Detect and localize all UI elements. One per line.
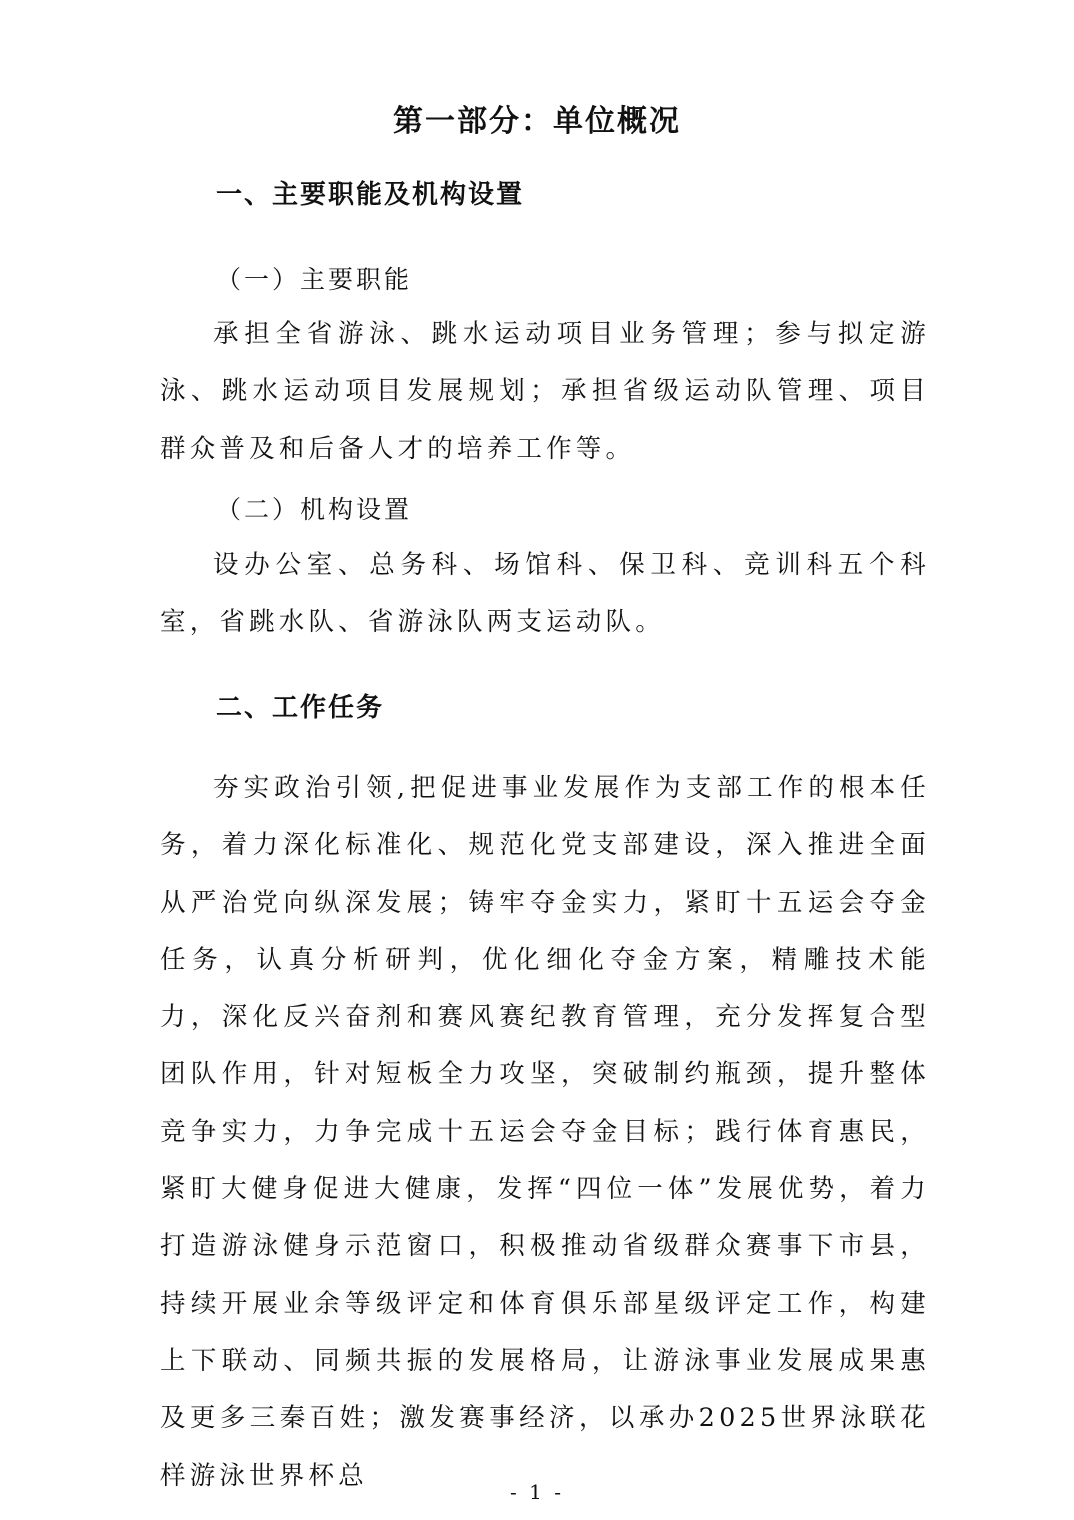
- subsection-heading-organization: （二）机构设置: [216, 495, 413, 524]
- paragraph-tasks: 夯实政治引领,把促进事业发展作为支部工作的根本任务，着力深化标准化、规范化党支部建设，深入推进全面从严治党向纵深发展；铸牢夺金实力，紧盯十五运会夺金任务，认真分析研判，优化细化夺金方案，精雕技术能力，深化反兴奋剂和赛风赛纪教育管理，充分发挥复合型团队作用，针对短板全力攻坚，突破制约瓶颈，提升整体竞争实力，力争完成十五运会夺金目标；践行体育惠民，紧盯大健身促进大健康，发挥“四位一体”发展优势，着力打造游泳健身示范窗口，积极推动省级群众赛事下市县，持续开展业余等级评定和体育俱乐部星级评定工作，构建上下联动、同频共振的发展格局，让游泳事业发展成果惠及更多三秦百姓；激发赛事经济，以承办2025世界泳联花样游泳世界杯总: [160, 773, 930, 1491]
- subsection-heading-main-functions: （一）主要职能: [216, 265, 413, 294]
- page-title: 第一部分：单位概况: [393, 104, 681, 139]
- page-number: - 1 -: [510, 1480, 564, 1504]
- section-heading-functions: 一、主要职能及机构设置: [216, 180, 525, 210]
- section-heading-tasks: 二、工作任务: [216, 693, 385, 723]
- paragraph-organization: 设办公室、总务科、场馆科、保卫科、竞训科五个科室，省跳水队、省游泳队两支运动队。: [160, 550, 930, 638]
- paragraph-main-functions: 承担全省游泳、跳水运动项目业务管理；参与拟定游泳、跳水运动项目发展规划；承担省级运动队管理、项目群众普及和后备人才的培养工作等。: [160, 319, 930, 464]
